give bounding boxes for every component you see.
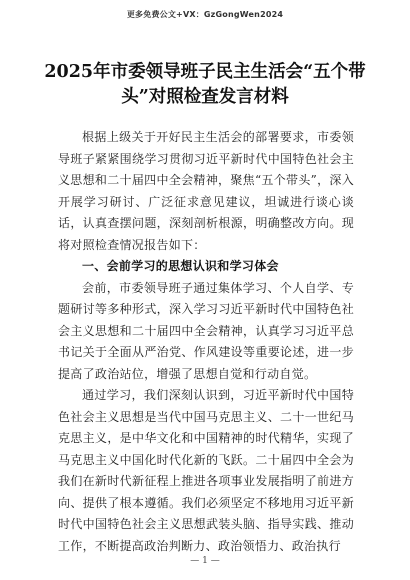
header-banner: 更多免费公文+VX：GzGongWen2024 [126, 10, 284, 19]
page-number: — 1 — [190, 556, 220, 566]
document-body [58, 127, 354, 557]
intro-paragraph: 根据上级关于开好民主生活会的部署要求，市委领导班子紧紧围绕学习贯彻习近平新时代中国特色社会主义思想和二十届四中全会精神，聚焦“五个带头”，深入开展学习研讨、广泛征求意见建议，坦诚进行谈心谈话，认真查摆问题，深刻剖析根源，明确整改方向。现将对照检查情况报告如下： [58, 130, 354, 252]
body-paragraph: 会前，市委领导班子通过集体学习、个人自学、专题研讨等多种形式，深入学习习近平新时代中国特色社会主义思想和二十届四中全会精神，认真学习习近平总书记关于全面从严治党、作风建设等重要论述，进一步提高了政治站位，增强了思想自觉和行动自觉。 [58, 280, 354, 381]
body-paragraph: 通过学习，我们深刻认识到，习近平新时代中国特色社会主义思想是当代中国马克思主义、二十一世纪马克思主义，是中华文化和中国精神的时代精华，实现了马克思主义中国化时代化新的飞跃。二十届四中全会为我们在新时代新征程上推进各项事业发展指明了前进方向、提供了根本遵循。我们必须坚定不移地用习近平新时代中国特色社会主义思想武装头脑、指导实践、推动工作，不断提高政治判断力、政治领悟力、政治执行 [58, 388, 354, 553]
document-title: 2025年市委领导班子民主生活会“五个带头”对照检查发言材料 [44, 62, 366, 107]
section-heading: 一、会前学习的思想认识和学习体会 [82, 259, 279, 273]
